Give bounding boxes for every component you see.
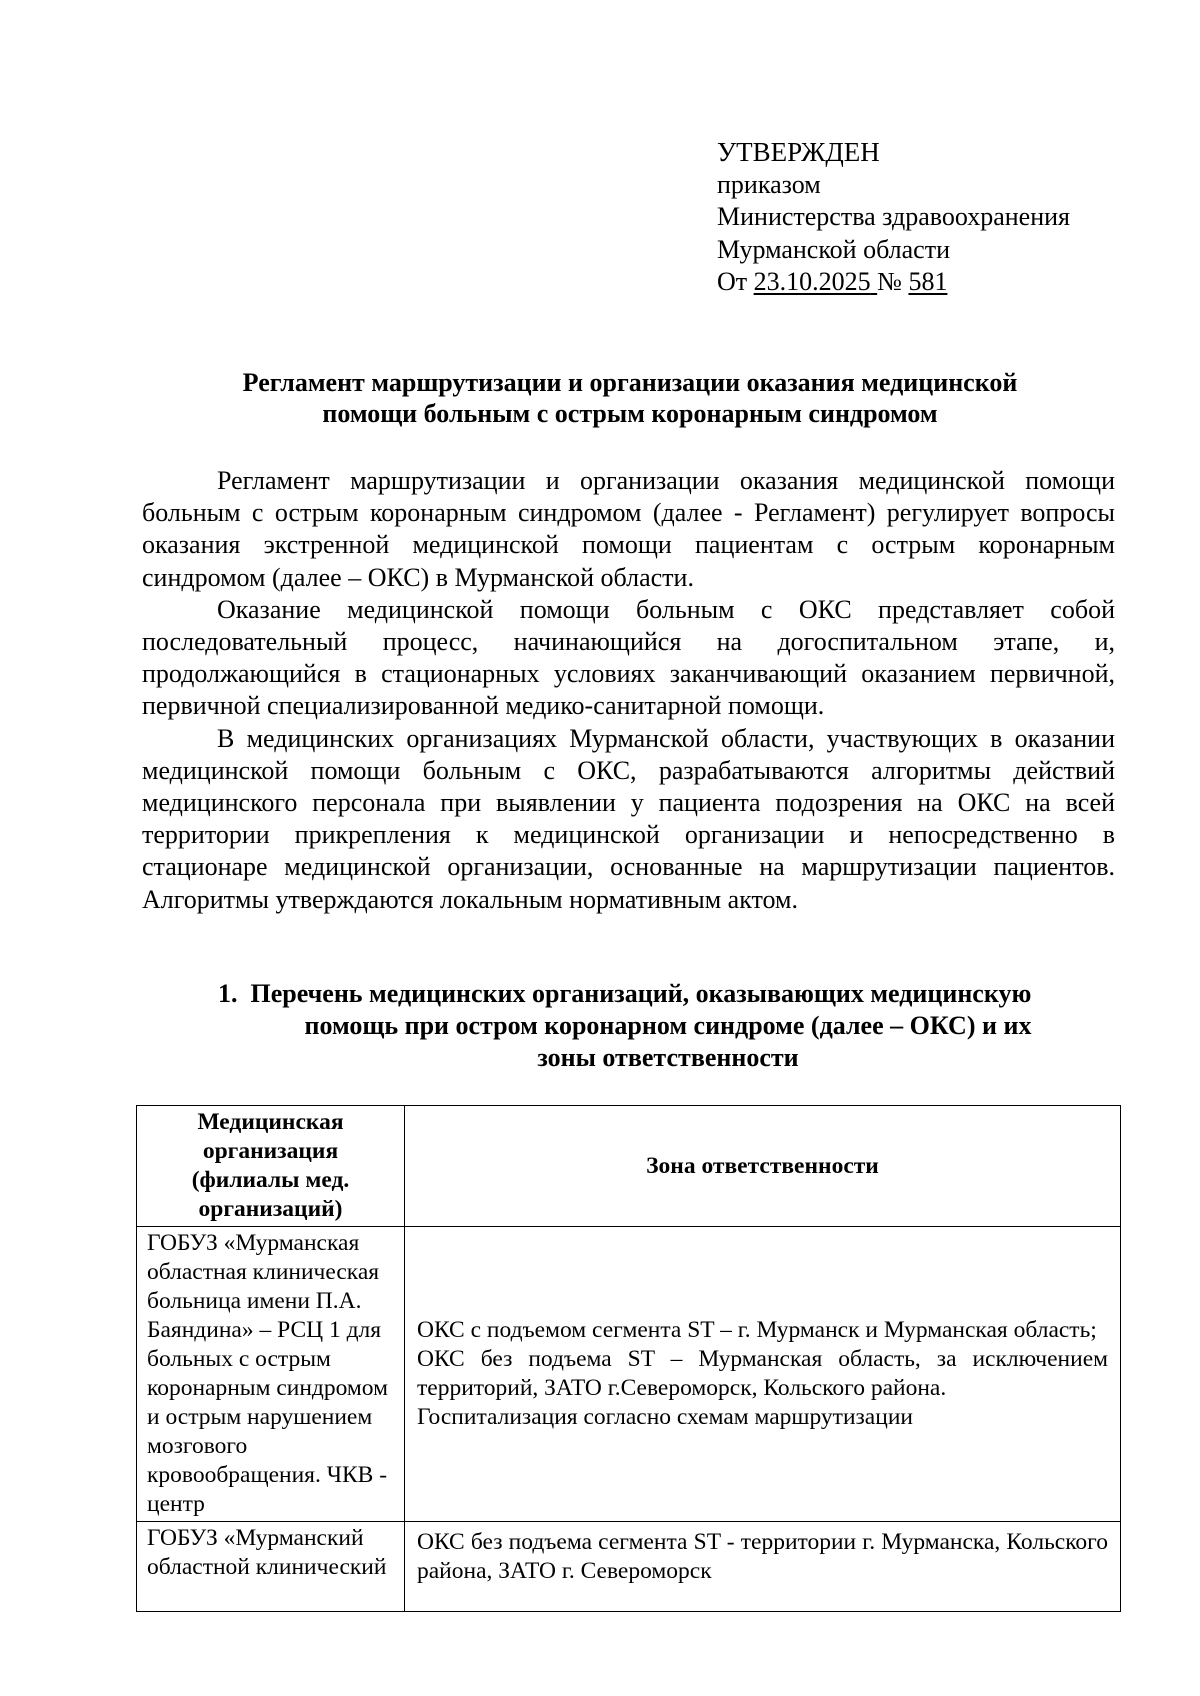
- approval-date-prefix: От: [717, 267, 748, 296]
- approval-number: 581: [908, 267, 948, 296]
- document-title: [180, 367, 1080, 429]
- row-2-zone-line-1: ОКС без подъема сегмента ST - территории г. Мурманска, Кольского района, ЗАТО г. Североморск: [417, 1529, 1108, 1584]
- document-title-line-1: Регламент маршрутизации и организации оказания медицинской: [242, 368, 1018, 397]
- section-1-heading: [218, 978, 1118, 1074]
- row-1-zone-line-3: Госпитализация согласно схемам маршрутизации: [417, 1404, 913, 1430]
- paragraph-1: Регламент маршрутизации и организации оказания медицинской помощи больным с острым коронарным синдромом (далее - Регламент) регулирует вопросы оказания экстренной медицинской помощи пациентам с острым коронарным синдромом (далее – ОКС) в Мурманской области.: [142, 466, 1115, 592]
- row-1-zone-line-2: ОКС без подъема ST – Мурманская область, за исключением территорий, ЗАТО г.Североморск, Кольского района.: [417, 1346, 1108, 1401]
- approval-date: 23.10.2025: [753, 267, 871, 296]
- approval-heading: УТВЕРЖДЕН: [717, 137, 880, 167]
- approval-number-sign: №: [877, 267, 902, 296]
- row-1-zone-line-1: ОКС с подъемом сегмента ST – г. Мурманск и Мурманская область;: [417, 1317, 1097, 1343]
- section-1-number: 1.: [218, 979, 238, 1008]
- table-row: [137, 1522, 1121, 1612]
- approval-line-ministry: Министерства здравоохранения: [717, 202, 1070, 231]
- approval-line-region: Мурманской области: [717, 234, 950, 264]
- section-1-heading-line-2: помощь при остром коронарном синдроме (далее – ОКС) и их: [304, 1011, 1032, 1040]
- document-title-line-2: помощи больным с острым коронарным синдромом: [322, 399, 938, 428]
- approval-date-line: [717, 266, 1070, 299]
- row-1-zone: [405, 1227, 1121, 1522]
- row-2-organization: ГОБУЗ «Мурманский областной клинический: [137, 1522, 405, 1612]
- row-1-organization: ГОБУЗ «Мурманская областная клиническая больница имени П.А. Баяндина» – РСЦ 1 для больных с острым коронарным синдромом и острым нарушением мозгового кровообращения. ЧКВ - центр: [137, 1227, 405, 1522]
- header-organization: Медицинская организация (филиалы мед. организаций): [137, 1106, 405, 1227]
- table-row: [137, 1227, 1121, 1522]
- document-body: [142, 465, 1115, 916]
- paragraph-3: В медицинских организациях Мурманской области, участвующих в оказании медицинской помощи больным с ОКС, разрабатываются алгоритмы действий медицинского персонала при выявлении у пациента подозрения на ОКС на всей территории прикрепления к медицинской организации и непосредственно в стационаре медицинской организации, основанные на маршрутизации пациентов. Алгоритмы утверждаются локальным нормативным актом.: [142, 723, 1115, 914]
- paragraph-2: Оказание медицинской помощи больным с ОКС представляет собой последовательный процесс, начинающийся на догоспитальном этапе, и, продолжающийся в стационарных условиях заканчивающий оказанием первичной, первичной специализированной медико-санитарной помощи.: [142, 594, 1115, 721]
- row-2-zone: [405, 1522, 1121, 1612]
- header-zone: Зона ответственности: [405, 1106, 1121, 1227]
- section-1-heading-line-3: зоны ответственности: [537, 1043, 799, 1072]
- section-1-heading-line-1: Перечень медицинских организаций, оказывающих медицинскую: [250, 979, 1032, 1008]
- approval-line-order: приказом: [717, 169, 821, 199]
- table-header-row: [137, 1106, 1121, 1227]
- approval-block: [717, 136, 1070, 299]
- organizations-table: [136, 1105, 1121, 1612]
